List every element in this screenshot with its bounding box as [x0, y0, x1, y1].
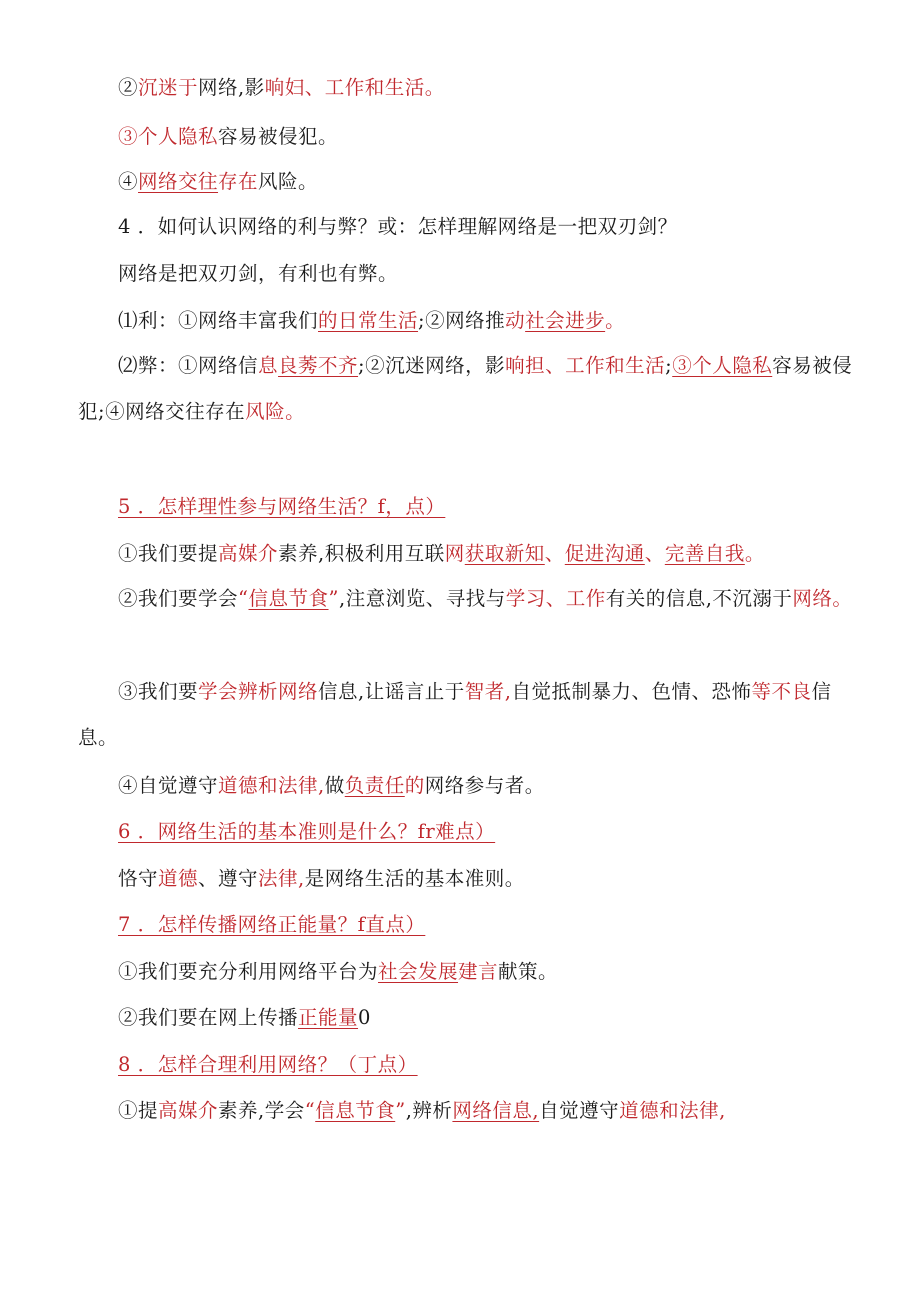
text-run: 网 [444, 542, 465, 565]
question-heading [118, 495, 445, 519]
text-run: 做 [324, 774, 345, 797]
text-run: 获取新知 [464, 542, 545, 565]
text-run: ;②沉迷网络，影 [358, 354, 506, 377]
text-run: 信息。 [78, 680, 832, 749]
text-run: 法律, [258, 867, 305, 890]
text-run: 的日常生活 [318, 309, 419, 332]
text-run: 素养,积极利用互联 [278, 542, 445, 565]
text-run: 网络参与者。 [424, 774, 545, 797]
text-run: 、 [544, 542, 565, 565]
text-run: ②我们要学会 [118, 587, 239, 610]
text-run: ,注意浏览、寻找与 [339, 587, 506, 610]
paragraph [78, 343, 866, 435]
text-run: ⑴利：①网络丰富我们 [118, 309, 319, 332]
text-run: ④自觉遵守 [118, 774, 219, 797]
text-run: 网络是把双刃剑，有利也有弊。 [118, 262, 399, 285]
question-heading [118, 1053, 418, 1077]
text-run: ①我们要提 [118, 542, 219, 565]
text-line [118, 1006, 371, 1030]
question-heading [118, 913, 425, 937]
text-run: 7 ．怎样传播网络正能量？f直点） [118, 913, 426, 936]
text-run: ” [328, 587, 339, 610]
text-run: 道德 [158, 867, 199, 890]
text-run: 自觉抵制暴力、色情、恐怖 [511, 680, 752, 703]
text-run: 6 ．网络生活的基本准则是什么？fr难点） [118, 820, 496, 843]
paragraph [78, 576, 866, 622]
text-run: ⑵弊：①网络信 [118, 354, 259, 377]
text-run: 、 [644, 542, 665, 565]
text-run: 恪守 [118, 867, 159, 890]
text-run: 社会发展 [378, 960, 459, 983]
text-run: 沉迷于 [138, 76, 199, 99]
text-run: ①我们要充分利用网络平台为 [118, 960, 379, 983]
text-run: 网络,影 [198, 76, 265, 99]
text-line [118, 960, 558, 984]
text-line [118, 309, 625, 333]
text-run: 信息节食 [315, 1099, 396, 1122]
text-run: 良莠不齐 [278, 354, 359, 377]
text-run: 正能量 [298, 1006, 359, 1029]
text-run: 动 [505, 309, 526, 332]
text-run: ② [118, 76, 139, 99]
text-run: ②我们要在网上传播 [118, 1006, 299, 1029]
text-line [118, 76, 445, 100]
text-run: 学习、工作 [505, 587, 606, 610]
text-run: 是网络生活的基本准则。 [304, 867, 525, 890]
question-heading [118, 215, 678, 239]
text-run: ④ [118, 170, 139, 193]
text-run: 。 [744, 542, 765, 565]
text-run: 、遵守 [198, 867, 259, 890]
text-line [118, 542, 765, 566]
text-run: ,辨析 [405, 1099, 453, 1122]
text-run: 社会进步 [525, 309, 606, 332]
text-run: 网络交往 [138, 170, 219, 193]
text-line [118, 262, 398, 286]
text-run: 高媒介 [218, 542, 279, 565]
text-run: 网络。 [792, 587, 853, 610]
text-run: 响妇、工作和生活。 [264, 76, 445, 99]
text-run: 促进沟通 [564, 542, 645, 565]
text-run: 8 ．怎样合理利用网络？（丁点） [118, 1053, 418, 1076]
text-run: 容易被侵犯;④网络交往存在 [78, 354, 853, 423]
text-run: ③个人隐私 [672, 354, 773, 377]
text-line [118, 125, 338, 149]
text-run: ” [395, 1099, 406, 1122]
text-run: 完善自我 [664, 542, 745, 565]
text-run: 网络信息, [452, 1099, 540, 1122]
text-run: 建言 [458, 960, 499, 983]
text-run: “ [238, 587, 249, 610]
text-run: 道德和法律, [218, 774, 325, 797]
text-run: 高媒介 [158, 1099, 219, 1122]
text-run: 献策。 [498, 960, 559, 983]
text-run: 4 ．如何认识网络的利与弊？或：怎样理解网络是一把双刃剑？ [118, 215, 678, 238]
text-run: 0 [358, 1006, 371, 1029]
text-run: 存在 [218, 170, 259, 193]
text-line [118, 170, 318, 194]
text-run: 素养,学会 [218, 1099, 305, 1122]
text-run: 息 [258, 354, 279, 377]
text-run: 5 ．怎样理性参与网络生活？f，点） [118, 495, 446, 518]
text-run: 的 [404, 774, 425, 797]
text-run: 自觉遵守 [539, 1099, 620, 1122]
text-run: 响担、工作和生活 [505, 354, 666, 377]
text-run: 风险。 [245, 400, 306, 423]
text-run: ③我们要 [118, 680, 199, 703]
paragraph [78, 669, 866, 761]
text-run: ;②网络推 [418, 309, 506, 332]
text-run: 等不良 [751, 680, 812, 703]
text-run: 容易被侵犯。 [218, 125, 339, 148]
text-run: 有关的信息,不沉溺于 [605, 587, 793, 610]
text-run: 学会辨析网络 [198, 680, 319, 703]
text-run: 负责任 [344, 774, 405, 797]
text-run: 智者, [464, 680, 512, 703]
text-line [118, 774, 545, 798]
question-heading [118, 820, 495, 844]
text-run: 信息节食 [248, 587, 329, 610]
text-run: “ [304, 1099, 316, 1122]
text-line [118, 1099, 726, 1123]
text-line [118, 867, 525, 891]
text-run: ; [665, 354, 673, 377]
text-run: 风险。 [258, 170, 319, 193]
text-run: ①提 [118, 1099, 159, 1122]
text-run: 信息,让谣言止于 [318, 680, 465, 703]
text-run: 道德和法律, [619, 1099, 726, 1122]
text-run: ③个人隐私 [118, 125, 219, 148]
text-run: 。 [605, 309, 626, 332]
